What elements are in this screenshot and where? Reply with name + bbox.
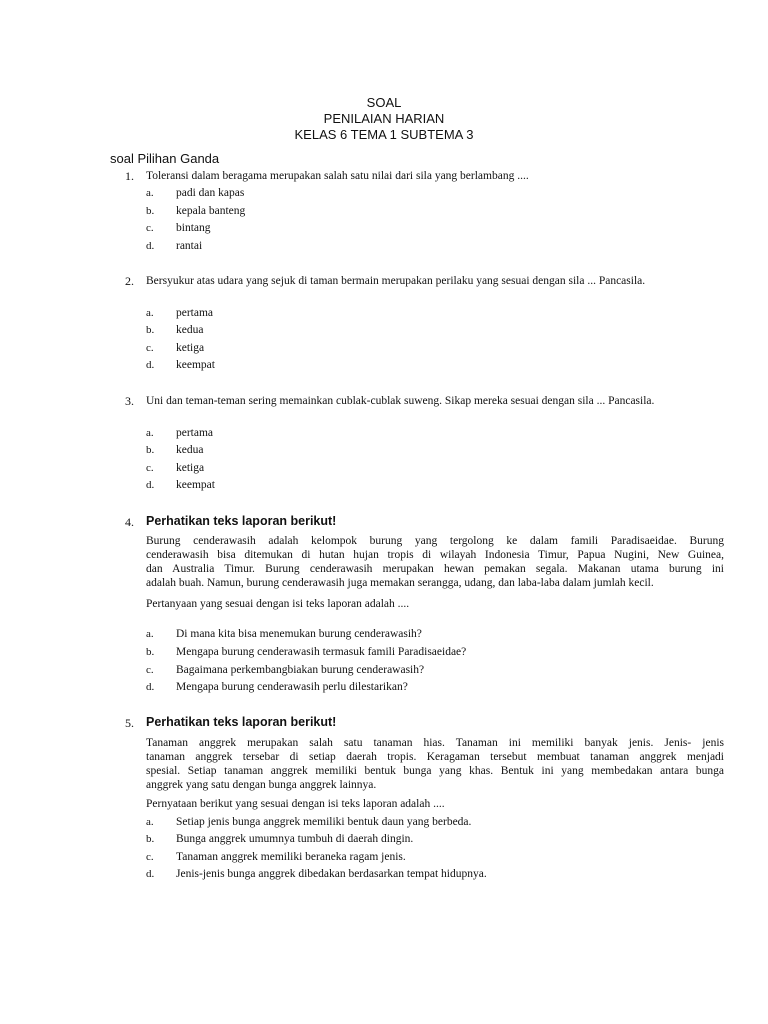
passage-line: Tanaman anggrek merupakan salah satu tanaman hias. Tanaman ini memiliki banyak jenis. Jenis- jenis — [146, 737, 724, 749]
question-5-number: 5. — [125, 716, 134, 730]
header-subtitle: PENILAIAN HARIAN — [323, 111, 445, 126]
question-4-passage — [146, 534, 724, 590]
question-4-heading: Perhatikan teks laporan berikut! — [146, 514, 337, 528]
question-3-option-a: pertama — [176, 427, 214, 439]
question-2-number: 2. — [125, 274, 134, 288]
passage-line: cenderawasih bisa ditemukan di hutan hujan tropis di wilayah Indonesia Timur, Papua Nugini, New Guinea, — [146, 549, 724, 561]
question-3-option-d-letter: d. — [146, 479, 155, 491]
question-4-option-d-letter: d. — [146, 681, 155, 693]
question-1-option-a: padi dan kapas — [176, 187, 245, 199]
question-1-option-d-letter: d. — [146, 240, 155, 252]
question-2-option-a: pertama — [176, 307, 214, 319]
question-5-prompt: Pernyataan berikut yang sesuai dengan isi teks laporan adalah .... — [146, 798, 445, 810]
question-4-option-c: Bagaimana perkembangbiakan burung cenderawasih? — [176, 664, 425, 676]
question-3-option-d: keempat — [176, 479, 215, 491]
question-3-option-b-letter: b. — [146, 444, 155, 456]
question-1-option-b-letter: b. — [146, 205, 155, 217]
passage-line: Burung cenderawasih adalah kelompok burung yang tergolong ke dalam famili Paradisaeidae. Burung — [146, 535, 724, 547]
question-2-option-c-letter: c. — [146, 342, 154, 354]
section-title: soal Pilihan Ganda — [110, 151, 220, 166]
question-2-text: Bersyukur atas udara yang sejuk di taman bermain merupakan perilaku yang sesuai dengan sila ... Pancasila. — [146, 275, 646, 287]
question-3-option-c: ketiga — [176, 462, 205, 474]
question-2-option-d: keempat — [176, 359, 215, 371]
passage-line: anggrek yang satu dengan bunga anggrek lainnya. — [146, 779, 377, 791]
question-3-option-b: kedua — [176, 444, 204, 456]
question-5-option-c-letter: c. — [146, 851, 154, 863]
question-5-option-a-letter: a. — [146, 816, 154, 828]
passage-line: adalah buah. Namun, burung cenderawasih juga memakan serangga, udang, dan laba-laba dalam jumlah kecil. — [146, 577, 654, 589]
question-5-option-d: Jenis-jenis bunga anggrek dibedakan berdasarkan tempat hidupnya. — [176, 868, 487, 880]
question-2-option-b: kedua — [176, 324, 204, 336]
question-1-option-d: rantai — [176, 240, 203, 252]
question-2-option-d-letter: d. — [146, 359, 155, 371]
question-2-option-a-letter: a. — [146, 307, 154, 319]
question-1-number: 1. — [125, 169, 134, 183]
question-1-text: Toleransi dalam beragama merupakan salah satu nilai dari sila yang berlambang .... — [146, 170, 529, 182]
question-1-option-b: kepala banteng — [176, 205, 246, 217]
passage-line: spesial. Setiap tanaman anggrek memiliki bentuk bunga yang khas. Bentuk ini yang membedakan antara bunga — [146, 765, 724, 777]
question-5-heading: Perhatikan teks laporan berikut! — [146, 715, 337, 729]
question-3-option-c-letter: c. — [146, 462, 154, 474]
question-3-text: Uni dan teman-teman sering memainkan cublak-cublak suweng. Sikap mereka sesuai dengan sila ... Pancasila. — [146, 395, 655, 407]
question-4-number: 4. — [125, 515, 134, 529]
question-4-option-b: Mengapa burung cenderawasih termasuk famili Paradisaeidae? — [176, 646, 467, 658]
question-4-option-a: Di mana kita bisa menemukan burung cenderawasih? — [176, 628, 422, 640]
document-header — [0, 95, 768, 143]
question-5-option-d-letter: d. — [146, 868, 155, 880]
question-4-prompt: Pertanyaan yang sesuai dengan isi teks laporan adalah .... — [146, 598, 410, 610]
question-4-option-b-letter: b. — [146, 646, 155, 658]
question-3-option-a-letter: a. — [146, 427, 154, 439]
question-5-option-b: Bunga anggrek umumnya tumbuh di daerah dingin. — [176, 833, 414, 845]
question-5-option-a: Setiap jenis bunga anggrek memiliki bentuk daun yang berbeda. — [176, 816, 472, 828]
passage-line: dan Australia Timur. Burung cenderawasih merupakan hewan pemakan segala. Makanan utama burung ini — [146, 563, 724, 575]
question-4-option-c-letter: c. — [146, 664, 154, 676]
question-4-option-d: Mengapa burung cenderawasih perlu dilestarikan? — [176, 681, 408, 693]
question-2-option-b-letter: b. — [146, 324, 155, 336]
question-5-option-b-letter: b. — [146, 833, 155, 845]
question-1-option-c: bintang — [176, 222, 211, 234]
header-title: SOAL — [366, 95, 402, 110]
question-3-number: 3. — [125, 394, 134, 408]
header-class-info: KELAS 6 TEMA 1 SUBTEMA 3 — [294, 127, 474, 142]
question-5-option-c: Tanaman anggrek memiliki beraneka ragam jenis. — [176, 851, 406, 863]
question-2-option-c: ketiga — [176, 342, 205, 354]
question-1-option-a-letter: a. — [146, 187, 154, 199]
question-1-option-c-letter: c. — [146, 222, 154, 234]
question-5-passage — [146, 736, 724, 792]
question-4-option-a-letter: a. — [146, 628, 154, 640]
passage-line: tanaman anggrek tersebar di setiap daerah tropis. Keragaman tersebut membuat tanaman anggrek menjadi — [146, 751, 724, 763]
